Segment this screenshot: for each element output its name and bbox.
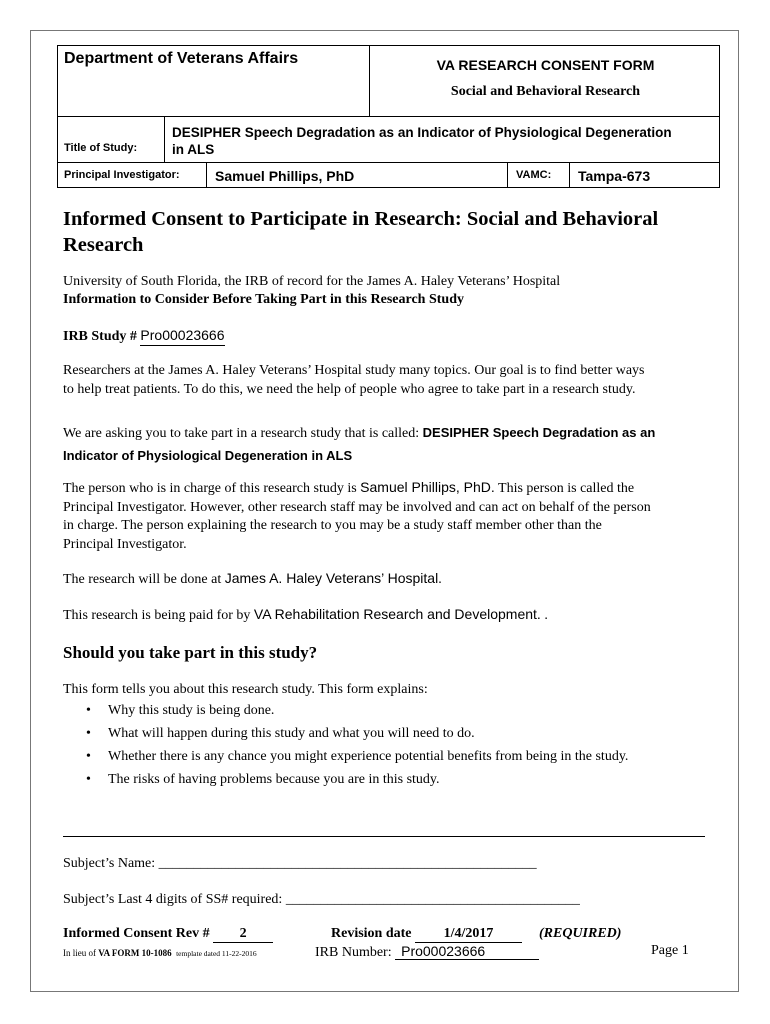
pi-label-cell [57, 162, 207, 188]
paragraph-location-suffix: . [438, 572, 442, 587]
in-lieu-prefix: In lieu of [63, 948, 99, 958]
research-location: James A. Haley Veterans’ Hospital [224, 570, 439, 586]
rev-label: Informed Consent Rev # [63, 926, 214, 941]
subject-name-line [63, 855, 537, 874]
main-heading-line-1: Informed Consent to Participate in Research: Social and Behavioral [63, 208, 659, 230]
irb-number-value: Pro00023666 [395, 943, 539, 960]
info-consider: Information to Consider Before Taking Part in this Research Study [63, 292, 464, 307]
page-number: Page 1 [651, 943, 689, 958]
paragraph-study-called [63, 422, 655, 467]
paragraph-location-prefix: The research will be done at [63, 572, 225, 587]
pi-value-cell [206, 162, 508, 188]
paragraph-pi-suffix: This person is called the [494, 481, 635, 496]
study-title-inline-b: Indicator of Physiological Degeneration in ALS [63, 448, 353, 463]
paragraph-researchers [63, 362, 645, 399]
list-item: • The risks of having problems because you are in this study. [86, 771, 628, 794]
template-dated: template dated 11-22-2016 [176, 949, 257, 958]
title-of-study-label-cell [57, 116, 165, 163]
irb-study-line [63, 326, 225, 347]
pi-label: Principal Investigator: [64, 169, 180, 181]
separator-line [63, 836, 705, 837]
subject-ss-line [63, 891, 580, 910]
form-header-table [57, 45, 720, 188]
pi-inline-name: Samuel Phillips, PhD. [360, 479, 495, 495]
paragraph-pi-prefix: The person who is in charge of this research study is [63, 481, 361, 496]
irb-number-line [315, 943, 539, 961]
title-of-study-label: Title of Study: [64, 142, 138, 154]
form-title: VA RESEARCH CONSENT FORM [436, 57, 655, 73]
study-title-inline-a: DESIPHER Speech Degradation as an [422, 425, 656, 440]
revision-date-value: 1/4/2017 [415, 926, 522, 943]
explains-list [86, 702, 628, 794]
form-subtitle: Social and Behavioral Research [450, 84, 641, 99]
main-heading [63, 206, 658, 258]
footer-revision-line [63, 926, 273, 943]
title-of-study-value-cell [164, 116, 720, 163]
vamc-value: Tampa-673 [578, 168, 651, 184]
vamc-label-cell [507, 162, 570, 188]
paragraph-study-called-prefix: We are asking you to take part in a research study that is called: [63, 426, 423, 441]
section-heading: Should you take part in this study? [63, 643, 318, 662]
list-item: • Whether there is any chance you might experience potential benefits from being in the study. [86, 748, 628, 771]
paragraph-researchers-line-1: Researchers at the James A. Haley Veterans’ Hospital study many topics. Our goal is to find better ways [63, 363, 645, 378]
title-of-study-value [172, 124, 672, 158]
pi-value: Samuel Phillips, PhD [215, 168, 355, 184]
section-intro: This form tells you about this research study. This form explains: [63, 682, 428, 697]
required-note: (REQUIRED) [539, 926, 622, 941]
irb-study-value: Pro00023666 [140, 326, 224, 346]
irb-study-label: IRB Study # [63, 329, 141, 344]
subject-ss-field[interactable]: __________________________________________ [285, 892, 580, 907]
research-funder: VA Rehabilitation Research and Development. [253, 606, 541, 622]
subject-name-label: Subject’s Name: [63, 856, 159, 871]
revision-date-label: Revision date [331, 926, 415, 941]
in-lieu-line [63, 946, 257, 961]
irb-number-label: IRB Number: [315, 945, 396, 960]
paragraph-pi-line-2: Principal Investigator. However, other research staff may be involved and can act on behalf of the person [63, 499, 651, 515]
title-of-study-line-1: DESIPHER Speech Degradation as an Indicator of Physiological Degeneration [172, 125, 672, 140]
vamc-value-cell [569, 162, 720, 188]
paragraph-pi-line-4: Principal Investigator. [63, 536, 187, 552]
rev-value: 2 [213, 926, 273, 943]
form-title-cell [369, 45, 720, 117]
main-heading-line-2: Research [63, 234, 144, 256]
department-name: Department of Veterans Affairs [64, 50, 299, 67]
vamc-label: VAMC: [516, 169, 552, 181]
paragraph-funding-suffix: . [540, 608, 548, 623]
paragraph-pi-line-3: in charge. The person explaining the research to you may be a study staff member other than the [63, 518, 602, 533]
list-item: • What will happen during this study and what you will need to do. [86, 725, 628, 748]
subject-name-field[interactable]: ______________________________________________________ [158, 856, 537, 871]
paragraph-funding [63, 605, 548, 626]
revision-date-line [331, 926, 522, 943]
subject-ss-label: Subject’s Last 4 digits of SS# required: [63, 892, 286, 907]
list-item: • Why this study is being done. [86, 702, 628, 725]
paragraph-location [63, 569, 442, 590]
paragraph-pi [63, 478, 651, 554]
paragraph-researchers-line-2: to help treat patients. To do this, we need the help of people who agree to take part in a research study. [63, 381, 636, 397]
title-of-study-line-2: in ALS [172, 142, 215, 157]
irb-of-record: University of South Florida, the IRB of record for the James A. Haley Veterans’ Hospital [63, 274, 561, 289]
in-lieu-form: VA FORM 10-1086 [98, 948, 172, 958]
department-cell [57, 45, 370, 117]
paragraph-funding-prefix: This research is being paid for by [63, 608, 254, 623]
